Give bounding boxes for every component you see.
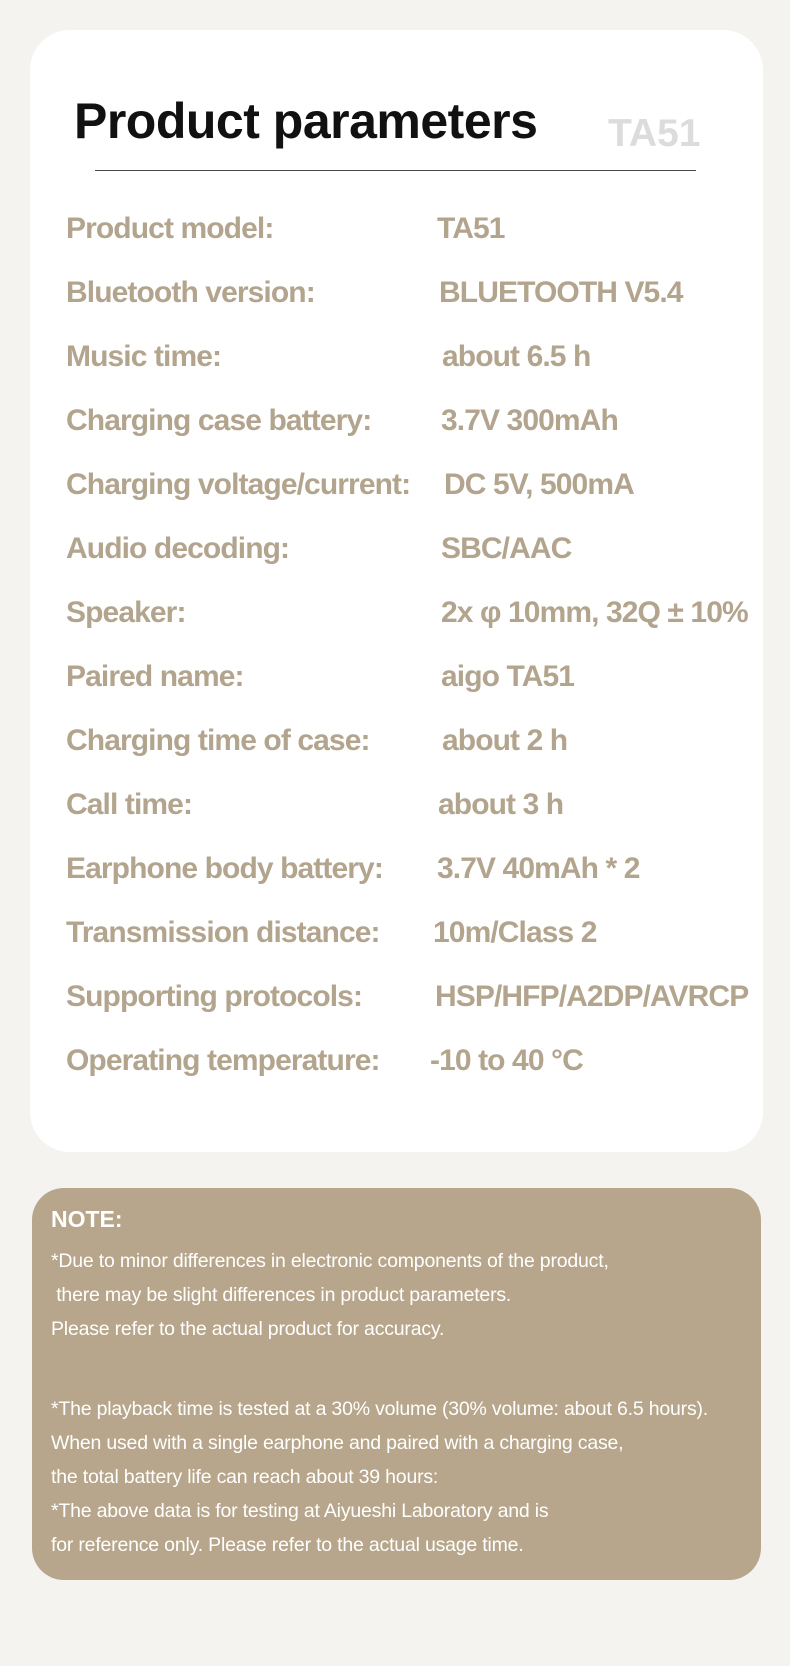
param-label: Charging voltage/current: xyxy=(66,468,411,501)
param-value: about 6.5 h xyxy=(442,340,591,373)
param-label: Paired name: xyxy=(66,660,244,693)
param-row-supporting-protocols xyxy=(66,980,756,1020)
param-value: DC 5V, 500mA xyxy=(444,468,634,501)
param-label: Speaker: xyxy=(66,596,186,629)
param-row-product-model xyxy=(66,212,756,252)
param-row-speaker xyxy=(66,596,756,636)
param-value: 2x φ 10mm, 32Q ± 10% xyxy=(441,596,748,629)
param-row-operating-temperature xyxy=(66,1044,756,1084)
param-row-call-time xyxy=(66,788,756,828)
page-title: Product parameters xyxy=(74,93,538,149)
param-value: about 3 h xyxy=(438,788,564,821)
param-value: aigo TA51 xyxy=(441,660,575,693)
param-value: -10 to 40 °C xyxy=(430,1044,583,1077)
param-label: Charging time of case: xyxy=(66,724,370,757)
param-row-audio-decoding xyxy=(66,532,756,572)
param-value: TA51 xyxy=(437,212,505,245)
param-value: BLUETOOTH V5.4 xyxy=(439,276,683,309)
note-title: NOTE: xyxy=(51,1206,123,1232)
note-line: *The above data is for testing at Aiyueshi Laboratory and is xyxy=(51,1500,549,1522)
note-line: When used with a single earphone and paired with a charging case, xyxy=(51,1432,624,1454)
param-row-transmission-distance xyxy=(66,916,756,956)
param-value: 3.7V 40mAh * 2 xyxy=(437,852,640,885)
param-label: Music time: xyxy=(66,340,222,373)
param-label: Transmission distance: xyxy=(66,916,380,949)
param-label: Bluetooth version: xyxy=(66,276,315,309)
model-tag: TA51 xyxy=(608,112,701,155)
param-label: Product model: xyxy=(66,212,274,245)
param-value: SBC/AAC xyxy=(441,532,572,565)
param-label: Supporting protocols: xyxy=(66,980,363,1013)
parameters-card xyxy=(30,30,763,1152)
note-line: for reference only. Please refer to the actual usage time. xyxy=(51,1534,524,1556)
param-row-bluetooth-version xyxy=(66,276,756,316)
param-label: Charging case battery: xyxy=(66,404,372,437)
param-value: HSP/HFP/A2DP/AVRCP xyxy=(435,980,749,1013)
note-line: *The playback time is tested at a 30% volume (30% volume: about 6.5 hours). xyxy=(51,1398,709,1420)
param-row-charging-voltage-current xyxy=(66,468,756,508)
note-line: there may be slight differences in product parameters. xyxy=(51,1284,512,1306)
param-value: about 2 h xyxy=(442,724,568,757)
param-value: 10m/Class 2 xyxy=(433,916,597,949)
note-line: *Due to minor differences in electronic components of the product, xyxy=(51,1250,609,1272)
param-row-charging-time-of-case xyxy=(66,724,756,764)
note-line: the total battery life can reach about 39 hours: xyxy=(51,1466,439,1488)
param-row-charging-case-battery xyxy=(66,404,756,444)
param-value: 3.7V 300mAh xyxy=(441,404,618,437)
param-row-paired-name xyxy=(66,660,756,700)
param-label: Audio decoding: xyxy=(66,532,290,565)
param-label: Operating temperature: xyxy=(66,1044,380,1077)
param-row-earphone-body-battery xyxy=(66,852,756,892)
note-line: Please refer to the actual product for accuracy. xyxy=(51,1318,445,1340)
param-label: Earphone body battery: xyxy=(66,852,383,885)
param-label: Call time: xyxy=(66,788,193,821)
note-card xyxy=(32,1188,761,1580)
param-row-music-time xyxy=(66,340,756,380)
title-divider xyxy=(95,170,696,171)
